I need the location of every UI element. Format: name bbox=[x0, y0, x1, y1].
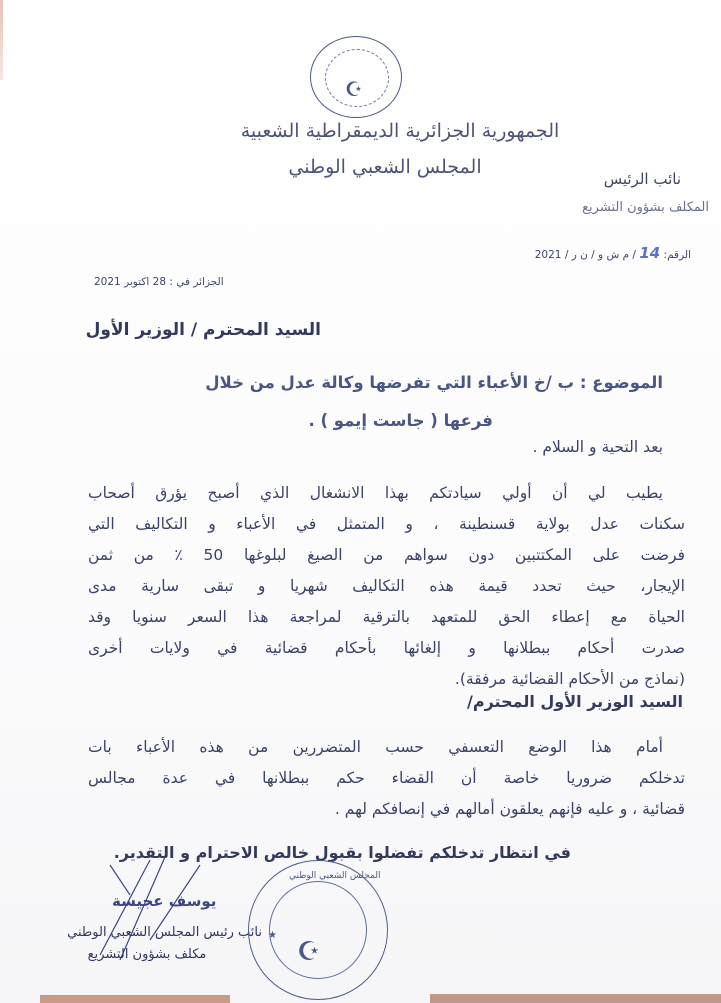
paragraph-line: الإيجار، حيث تحدد قيمة هذه التكاليف شهريا و تبقى سارية مدى bbox=[88, 577, 685, 595]
stamp-text: المجلس الشعبي الوطني bbox=[289, 871, 381, 881]
background-surface bbox=[40, 995, 230, 1003]
paper-edge bbox=[0, 0, 3, 80]
addressee: السيد المحترم / الوزير الأول bbox=[85, 320, 321, 340]
addressee-repeat: السيد الوزير الأول المحترم/ bbox=[467, 692, 683, 711]
crescent-star-icon: ☪ bbox=[345, 77, 363, 101]
subject-line-1: الموضوع : ب /خ الأعباء التي تفرضها وكالة عدل من خلال bbox=[205, 373, 663, 392]
reference-code: / م ش و / ن ر / 2021 bbox=[534, 249, 636, 261]
paragraph-line: يطيب لي أن أولي سيادتكم بهذا الانشغال الذي أصبح يؤرق أصحاب bbox=[88, 484, 663, 502]
paragraph-line: فرضت على المكتتبين دون سواهم من الصيغ لبلوغها 50 ٪ من ثمن bbox=[88, 546, 685, 564]
signatory-role: نائب رئيس المجلس الشعبي الوطني bbox=[67, 925, 262, 940]
sender-title: نائب الرئيس bbox=[603, 170, 681, 188]
reference-label: الرقم: bbox=[663, 249, 691, 261]
subject-line-2: فرعها ( جاست إيمو ) . bbox=[308, 411, 493, 430]
paragraph-line: قضائية ، و عليه فإنهم يعلقون أمالهم في إنصافكم لهم . bbox=[334, 800, 685, 818]
paragraph-1 bbox=[88, 478, 685, 695]
reference-number bbox=[535, 244, 691, 262]
sender-subtitle: المكلف بشؤون التشريع bbox=[582, 200, 709, 215]
star-icon: ★ bbox=[268, 930, 277, 941]
crescent-star-icon: ☪ bbox=[297, 937, 321, 967]
paragraph-line: أمام هذا الوضع التعسفي حسب المتضررين من هذه الأعباء بات bbox=[88, 738, 663, 756]
paragraph-line: تدخلكم ضروريا خاصة أن القضاء حكم ببطلانها في عدة مجالس bbox=[88, 769, 685, 787]
background-surface bbox=[430, 994, 721, 1003]
signatory-role-2: مكلف بشؤون التشريع bbox=[87, 947, 207, 962]
institution-name: المجلس الشعبي الوطني bbox=[288, 156, 482, 178]
paragraph-line: سكنات عدل بولاية قسنطينة ، و المتمثل في الأعباء و التكاليف التي bbox=[88, 515, 685, 533]
subject bbox=[103, 364, 663, 440]
letter-date: الجزائر في : 28 اكتوبر 2021 bbox=[94, 276, 224, 288]
reference-handwritten-number: 14 bbox=[639, 244, 661, 262]
greeting: بعد التحية و السلام . bbox=[532, 438, 663, 456]
country-name: الجمهورية الجزائرية الديمقراطية الشعبية bbox=[240, 120, 560, 142]
closing-formula: في انتظار تدخلكم تفضلوا بقبول خالص الاحترام و التقدير. bbox=[113, 843, 571, 862]
paragraph-line: الحياة مع إعطاء الحق للمتعهد بالترقية لمراجعة هذا السعر سنويا وقد bbox=[88, 608, 685, 626]
national-emblem-icon bbox=[310, 36, 402, 118]
paragraph-2 bbox=[88, 732, 685, 825]
paragraph-line: صدرت أحكام ببطلانها و إلغائها بأحكام قضائية في ولايات أخرى bbox=[88, 639, 685, 657]
paragraph-line: (نماذج من الأحكام القضائية مرفقة). bbox=[454, 670, 685, 688]
signatory-name: يوسف عجيسة bbox=[112, 892, 217, 910]
